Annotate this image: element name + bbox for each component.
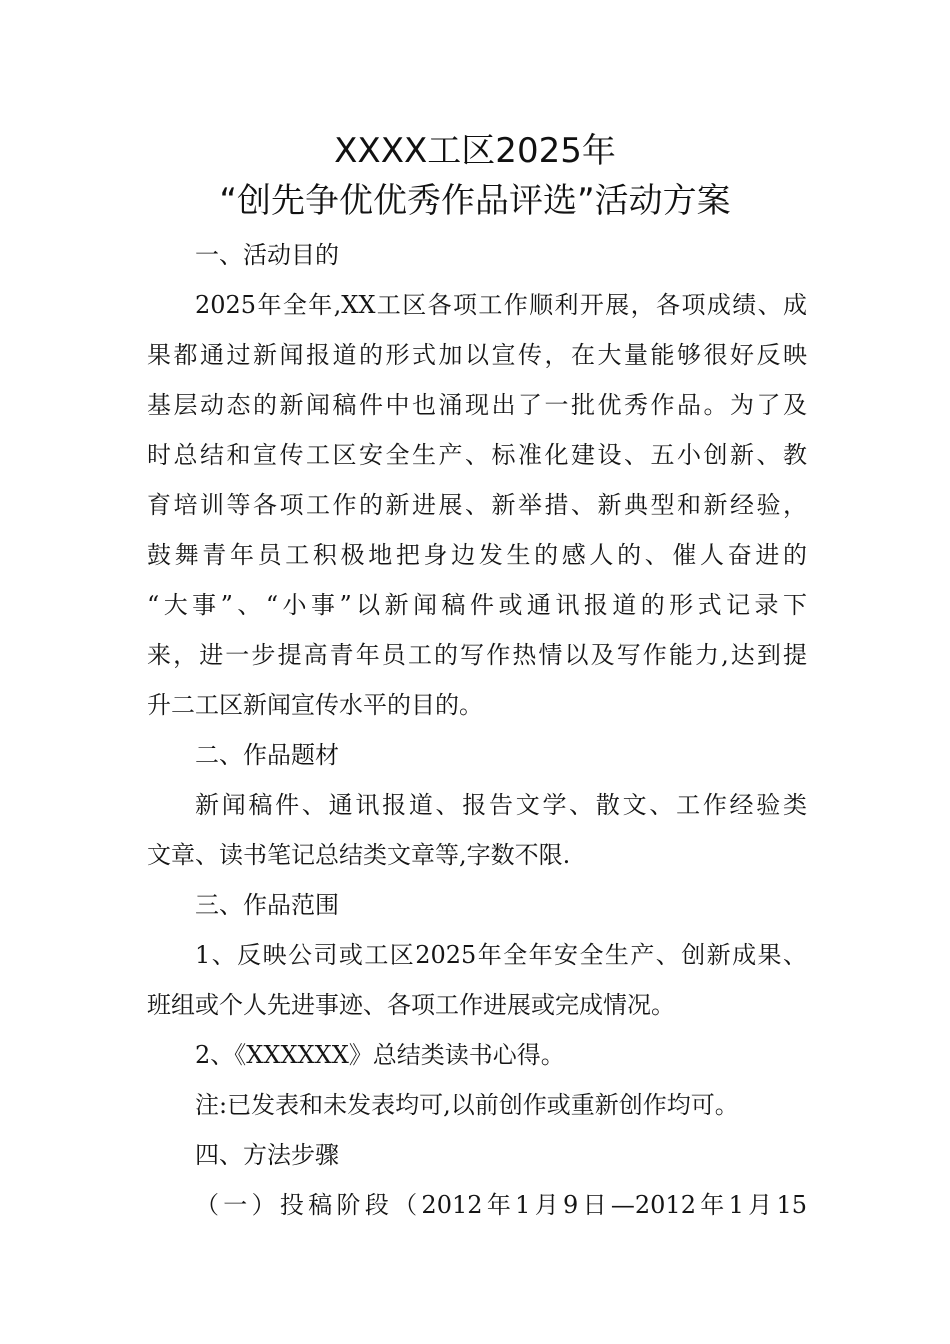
text-line: 2、《XXXXXX》总结类读书心得。 <box>195 1041 565 1069</box>
text-line: 基层动态的新闻稿件中也涌现出了一批优秀作品。为了及 <box>147 391 807 419</box>
section-heading-scope: 三、作品范围 <box>195 891 339 919</box>
text-line: 鼓舞青年员工积极地把身边发生的感人的、催人奋进的 <box>147 541 807 569</box>
text-line: 1、反映公司或工区2025年全年安全生产、创新成果、 <box>195 941 807 969</box>
text-line: 时总结和宣传工区安全生产、标准化建设、五小创新、教 <box>147 441 807 469</box>
text-line: 班组或个人先进事迹、各项工作进展或完成情况。 <box>147 991 675 1019</box>
document-body <box>147 230 807 1230</box>
note-line: 注:已发表和未发表均可,以前创作或重新创作均可。 <box>195 1091 739 1119</box>
title-line-2: “创先争优优秀作品评选”活动方案 <box>219 181 731 221</box>
text-line: “大事”、“小事”以新闻稿件或通讯报道的形式记录下 <box>147 591 807 619</box>
section-heading-steps: 四、方法步骤 <box>195 1141 339 1169</box>
document-title <box>0 126 950 226</box>
text-line: 果都通过新闻报道的形式加以宣传，在大量能够很好反映 <box>147 341 807 369</box>
section-heading-purpose: 一、活动目的 <box>195 241 339 269</box>
text-line: （一）投稿阶段（2012年1月9日—2012年1月15 <box>195 1191 807 1219</box>
paragraph-purpose <box>147 280 807 730</box>
section-heading-subject: 二、作品题材 <box>195 741 339 769</box>
title-line-1: XXXX工区2025年 <box>334 131 616 171</box>
paragraph-subject <box>147 780 807 880</box>
text-line: 升二工区新闻宣传水平的目的。 <box>147 691 483 719</box>
paragraph-steps <box>147 1180 807 1230</box>
text-line: 新闻稿件、通讯报道、报告文学、散文、工作经验类 <box>195 791 807 819</box>
text-line: 育培训等各项工作的新进展、新举措、新典型和新经验， <box>147 491 807 519</box>
text-line: 来，进一步提高青年员工的写作热情以及写作能力,达到提 <box>147 641 807 669</box>
paragraph-scope <box>147 930 807 1130</box>
text-line: 文章、读书笔记总结类文章等,字数不限. <box>147 841 571 869</box>
text-line: 2025年全年,XX工区各项工作顺利开展，各项成绩、成 <box>195 291 807 319</box>
